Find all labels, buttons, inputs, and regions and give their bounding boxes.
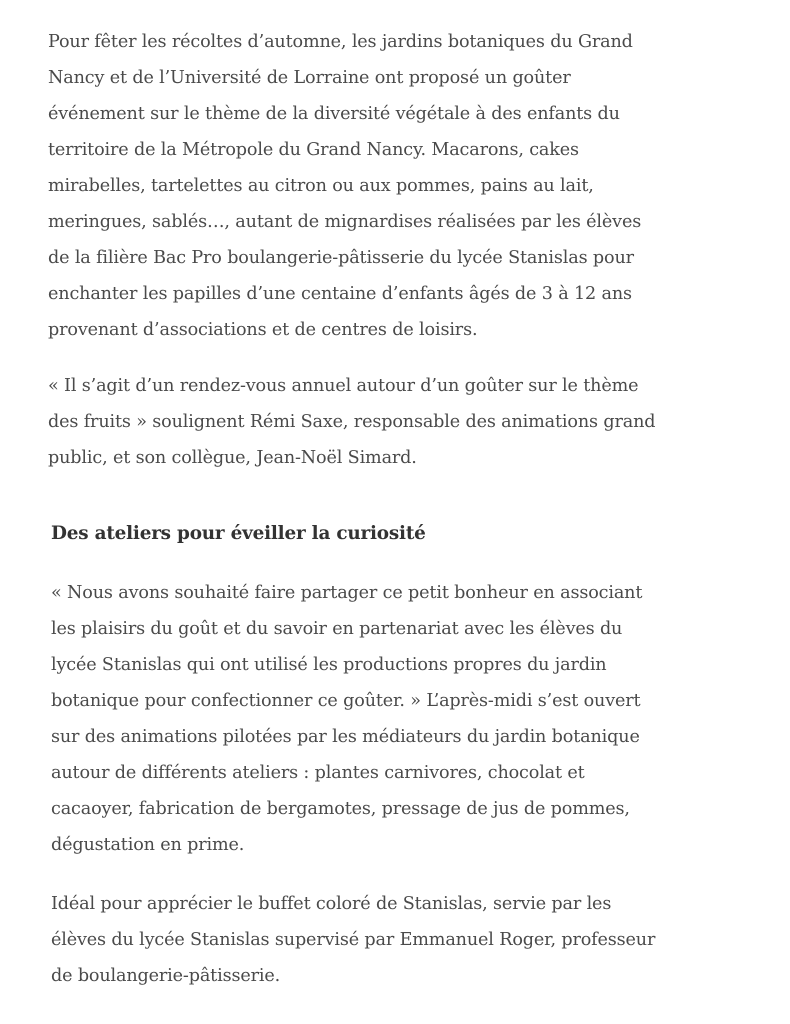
- text-line: provenant d’associations et de centres de loisirs.: [48, 320, 478, 340]
- text-line: sur des animations pilotées par les médiateurs du jardin botanique: [51, 727, 640, 747]
- text-line: « Il s’agit d’un rendez-vous annuel autour d’un goûter sur le thème: [48, 376, 639, 396]
- text-line: territoire de la Métropole du Grand Nancy. Macarons, cakes: [48, 140, 579, 160]
- text-line: dégustation en prime.: [51, 835, 245, 855]
- text-line: « Nous avons souhaité faire partager ce petit bonheur en associant: [51, 583, 643, 603]
- text-line: Idéal pour apprécier le buffet coloré de Stanislas, servie par les: [51, 894, 612, 914]
- text-line: élèves du lycée Stanislas supervisé par Emmanuel Roger, professeur: [51, 930, 656, 950]
- text-line: de la filière Bac Pro boulangerie-pâtisserie du lycée Stanislas pour: [48, 248, 634, 268]
- section-heading: Des ateliers pour éveiller la curiosité: [51, 523, 426, 544]
- text-line: Nancy et de l’Université de Lorraine ont proposé un goûter: [48, 68, 571, 88]
- text-line: botanique pour confectionner ce goûter. » L’après-midi s’est ouvert: [51, 691, 641, 711]
- article-paragraph-1: [48, 24, 641, 348]
- text-line: autour de différents ateliers : plantes carnivores, chocolat et: [51, 763, 585, 783]
- text-line: meringues, sablés…, autant de mignardises réalisées par les élèves: [48, 212, 642, 232]
- article-paragraph-3: [51, 575, 642, 863]
- text-line: événement sur le thème de la diversité végétale à des enfants du: [48, 104, 620, 124]
- text-line: public, et son collègue, Jean-Noël Simard.: [48, 448, 417, 468]
- article-paragraph-4: [51, 886, 655, 994]
- text-line: des fruits » soulignent Rémi Saxe, responsable des animations grand: [48, 412, 656, 432]
- article-paragraph-2-quote: [48, 368, 655, 476]
- text-line: mirabelles, tartelettes au citron ou aux pommes, pains au lait,: [48, 176, 594, 196]
- text-line: cacaoyer, fabrication de bergamotes, pressage de jus de pommes,: [51, 799, 630, 819]
- text-line: Pour fêter les récoltes d’automne, les jardins botaniques du Grand: [48, 32, 633, 52]
- text-line: de boulangerie-pâtisserie.: [51, 966, 281, 986]
- text-line: enchanter les papilles d’une centaine d’enfants âgés de 3 à 12 ans: [48, 284, 632, 304]
- text-line: lycée Stanislas qui ont utilisé les productions propres du jardin: [51, 655, 607, 675]
- text-line: les plaisirs du goût et du savoir en partenariat avec les élèves du: [51, 619, 623, 639]
